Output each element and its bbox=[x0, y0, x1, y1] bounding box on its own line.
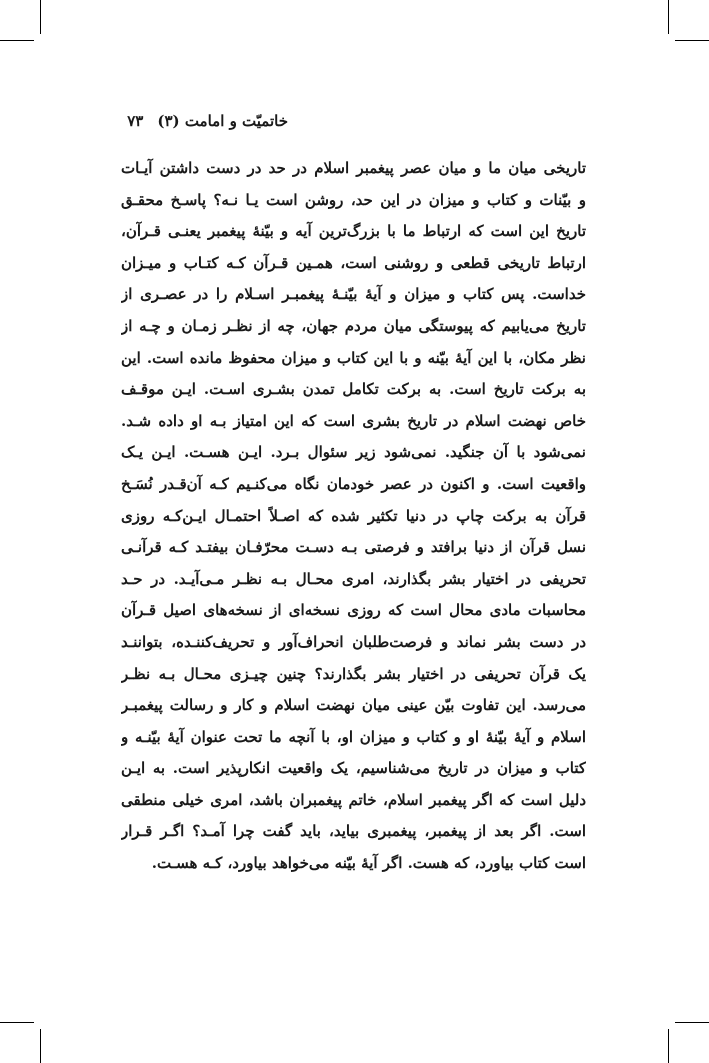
text-line: ارتباط تاریخی قطعی و روشنی است، همـین قـرآن کـه کتـاب و میـزان bbox=[121, 253, 586, 272]
page-number: ۷۳ bbox=[127, 112, 144, 130]
body-paragraph bbox=[121, 153, 586, 880]
text-line: اسلام و آیهٔ بیّنهٔ او و کتاب و میزان او، با آنچه ما تحت عنوان آیهٔ بیّنـه و bbox=[121, 727, 586, 746]
text-line: به برکت تاریخ است. به برکت تکامل تمدن بشـری اسـت. ایـن موقـف bbox=[121, 380, 586, 399]
text-line: خداست. پس کتاب و میزان و آیهٔ بیّنـهٔ پیغمبـر اسـلام را در عصـری از bbox=[121, 285, 586, 304]
text-line: و بیّنات و کتاب و میزان در این حد، روشن است یـا نـه؟ پاسـخ محقـق bbox=[121, 190, 586, 209]
text-line: یک قرآن تحریفی در اختیار بشر بگذارند؟ چنین چیـزی محـال بـه نظـر bbox=[121, 664, 586, 683]
text-line: تاریخ می‌یابیم که پیوستگی میان مردم جهان، چه از نظـر زمـان و چـه از bbox=[121, 316, 586, 335]
text-line: دلیل است که اگر پیغمبر اسلام، خاتم پیغمبران باشد، امری خیلی منطقی bbox=[121, 790, 586, 809]
crop-mark-bottom-right-v bbox=[668, 1029, 669, 1063]
text-line: نمی‌شود با آن جنگید. نمی‌شود زیر سئوال بـرد. ایـن هسـت. ایـن یـک bbox=[121, 443, 586, 462]
text-line: است کتاب بیاورد، که هست. اگر آیهٔ بیّنه می‌خواهد بیاورد، کـه هسـت. bbox=[151, 854, 586, 873]
crop-mark-top-left-v bbox=[40, 0, 41, 34]
crop-mark-bottom-left-v bbox=[40, 1029, 41, 1063]
crop-mark-top-right-v bbox=[668, 0, 669, 34]
crop-mark-bottom-left-h bbox=[0, 1022, 34, 1023]
running-header bbox=[120, 109, 288, 133]
text-line: محاسبات مادی محال است که روزی نسخه‌ای از نسخه‌های اصیل قـرآن bbox=[121, 601, 586, 620]
text-line: واقعیت است. و اکنون در عصر خودمان نگاه می‌کنـیم کـه آن‌قـدر نُسَـخ bbox=[121, 474, 586, 493]
text-line: تاریخ این است که ارتباط ما با بزرگ‌ترین آیه و بیّنهٔ پیغمبر یعنـی قـرآن، bbox=[121, 222, 586, 241]
text-line: نسل قرآن از دنیا برافتد و فرصتی بـه دسـت محرّفـان بیفتـد کـه قرآنـی bbox=[121, 538, 586, 557]
text-line: در دست بشر نماند و فرصت‌طلبان انحراف‌آور و تحریف‌کننـده، بتواننـد bbox=[121, 632, 586, 651]
crop-mark-top-left-h bbox=[0, 40, 34, 41]
text-line: نظر مکان، با این آیهٔ بیّنه و با این کتاب و میزان محفوظ مانده است. این bbox=[121, 348, 586, 367]
text-line: قرآن به برکت چاپ در دنیا تکثیر شده که اصـلاً احتمـال ایـن‌کـه روزی bbox=[121, 506, 586, 525]
text-line: کتاب و میزان در تاریخ می‌شناسیم، یک واقعیت انکارپذیر است. به ایـن bbox=[121, 759, 586, 778]
crop-mark-bottom-right-h bbox=[675, 1022, 709, 1023]
text-line: تاریخی میان ما و میان عصر پیغمبر اسلام در حد در دست داشتن آیـات bbox=[121, 159, 586, 177]
text-line: است. اگر بعد از پیغمبر، پیغمبری بیاید، باید گفت چرا آمـد؟ اگـر قـرار bbox=[121, 822, 586, 841]
text-line: خاص نهضت اسلام در تاریخ بشری است که این امتیاز بـه او داده شـد. bbox=[121, 411, 586, 430]
chapter-title: خاتمیّت و امامت (۳) bbox=[157, 112, 288, 130]
text-line: می‌رسد. این تفاوت بیّن عینی میان نهضت اسلام و کار و رسالت پیغمبـر bbox=[121, 696, 586, 715]
text-line: تحریفی در اختیار بشر بگذارند، امری محـال بـه نظـر مـی‌آیـد. در حـد bbox=[121, 569, 586, 588]
crop-mark-top-right-h bbox=[675, 40, 709, 41]
